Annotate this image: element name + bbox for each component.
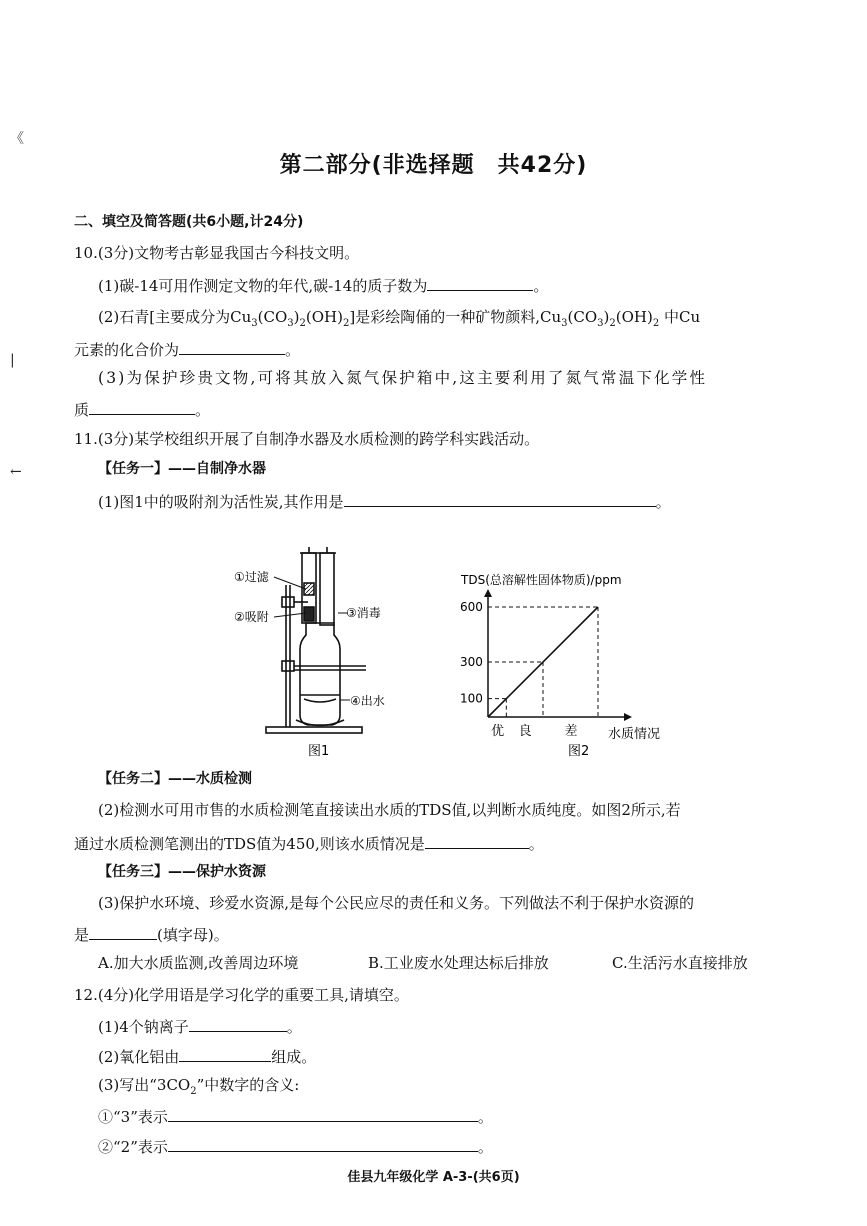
label-filter: ①过滤 xyxy=(234,570,269,584)
question-10-part-1: (1)碳-14可用作测定文物的年代,碳-14的质子数为 。 xyxy=(98,274,548,296)
answer-blank[interactable] xyxy=(427,274,533,291)
answer-blank[interactable] xyxy=(425,832,529,849)
figure-1-caption: 图1 xyxy=(308,744,330,759)
label-outflow: ④出水 xyxy=(350,694,385,708)
page-title: 第二部分(非选择题 共42分) xyxy=(279,153,588,178)
binding-mark: | xyxy=(10,352,15,368)
question-12-part-2: (2)氧化铝由 组成。 xyxy=(98,1045,316,1067)
y-tick-label: 300 xyxy=(460,655,483,669)
option-b: B.工业废水处理达标后排放 xyxy=(368,954,549,972)
question-12-sub-1: ①“3”表示 。 xyxy=(98,1105,493,1127)
binding-mark: 《 xyxy=(10,131,24,147)
task-1-heading: 【任务一】——自制净水器 xyxy=(98,461,266,477)
y-tick-label: 100 xyxy=(460,691,483,706)
question-10-part-3-cont: 质 。 xyxy=(74,398,210,420)
label-adsorb: ②吸附 xyxy=(234,610,269,624)
answer-blank[interactable] xyxy=(179,338,285,355)
task-2-heading: 【任务二】——水质检测 xyxy=(98,771,252,787)
answer-blank[interactable] xyxy=(189,1015,287,1032)
option-a: A.加大水质监测,改善周边环境 xyxy=(98,954,299,972)
question-12-part-3: (3)写出“$3CO_2$”中数字的含义: xyxy=(98,1076,300,1097)
label-disinfect: ③消毒 xyxy=(346,606,381,620)
question-12-sub-2: ②“2”表示 。 xyxy=(98,1135,493,1157)
question-12-part-1: (1)4个钠离子 。 xyxy=(98,1015,302,1037)
answer-blank[interactable] xyxy=(168,1105,478,1122)
y-axis-arrow xyxy=(484,589,492,597)
question-11-part-3-cont: 是 (填字母)。 xyxy=(74,923,229,945)
binding-mark: ← xyxy=(10,464,22,480)
figure-1-purifier-diagram xyxy=(226,545,406,760)
x-tick-label: 优 xyxy=(491,724,505,739)
question-11-part-1: (1)图1中的吸附剂为活性炭,其作用是 。 xyxy=(98,490,671,512)
answer-blank[interactable] xyxy=(344,490,656,507)
figure-2-caption: 图2 xyxy=(568,744,590,759)
question-11-part-3: (3)保护水环境、珍爱水资源,是每个公民应尽的责任和义务。下列做法不利于保护水资源的 xyxy=(98,894,695,912)
page-footer: 佳县九年级化学 A-3-(共6页) xyxy=(347,1170,520,1185)
chart-xlabel: 水质情况 xyxy=(608,727,661,742)
question-10-part-2: (2)石青[主要成分为$Cu_3(CO_3)_2(OH)_2$]是彩绘陶俑的一种矿物颜料$,Cu_3(CO_3)_2(OH)_2$ 中Cu xyxy=(98,308,701,329)
question-10-stem: 10.(3分)文物考古彰显我国古今科技文明。 xyxy=(74,244,360,262)
x-tick-label: 良 xyxy=(518,724,532,739)
option-c: C.生活污水直接排放 xyxy=(612,954,748,972)
chart-ylabel: TDS(总溶解性固体物质)/ppm xyxy=(461,573,622,587)
task-3-heading: 【任务三】——保护水资源 xyxy=(98,864,266,880)
answer-blank[interactable] xyxy=(89,923,157,940)
question-11-part-2-cont: 通过水质检测笔测出的TDS值为450,则该水质情况是 。 xyxy=(74,832,544,854)
answer-blank[interactable] xyxy=(89,398,195,415)
answer-blank[interactable] xyxy=(168,1135,478,1152)
question-11-part-2: (2)检测水可用市售的水质检测笔直接读出水质的TDS值,以判断水质纯度。如图2所示,若 xyxy=(98,801,681,819)
x-tick-label: 差 xyxy=(564,724,578,739)
question-10-part-2-cont: 元素的化合价为 。 xyxy=(74,338,300,360)
answer-blank[interactable] xyxy=(179,1045,271,1062)
question-11-stem: 11.(3分)某学校组织开展了自制净水器及水质检测的跨学科实践活动。 xyxy=(74,430,540,448)
question-10-part-3: (3)为保护珍贵文物,可将其放入氮气保护箱中,这主要利用了氮气常温下化学性 xyxy=(98,369,708,387)
figure-2-tds-chart xyxy=(456,567,686,763)
x-axis-arrow xyxy=(624,713,632,721)
section-heading: 二、填空及简答题(共6小题,计24分) xyxy=(74,214,304,230)
question-12-stem: 12.(4分)化学用语是学习化学的重要工具,请填空。 xyxy=(74,986,409,1004)
y-tick-label: 600 xyxy=(460,600,483,614)
